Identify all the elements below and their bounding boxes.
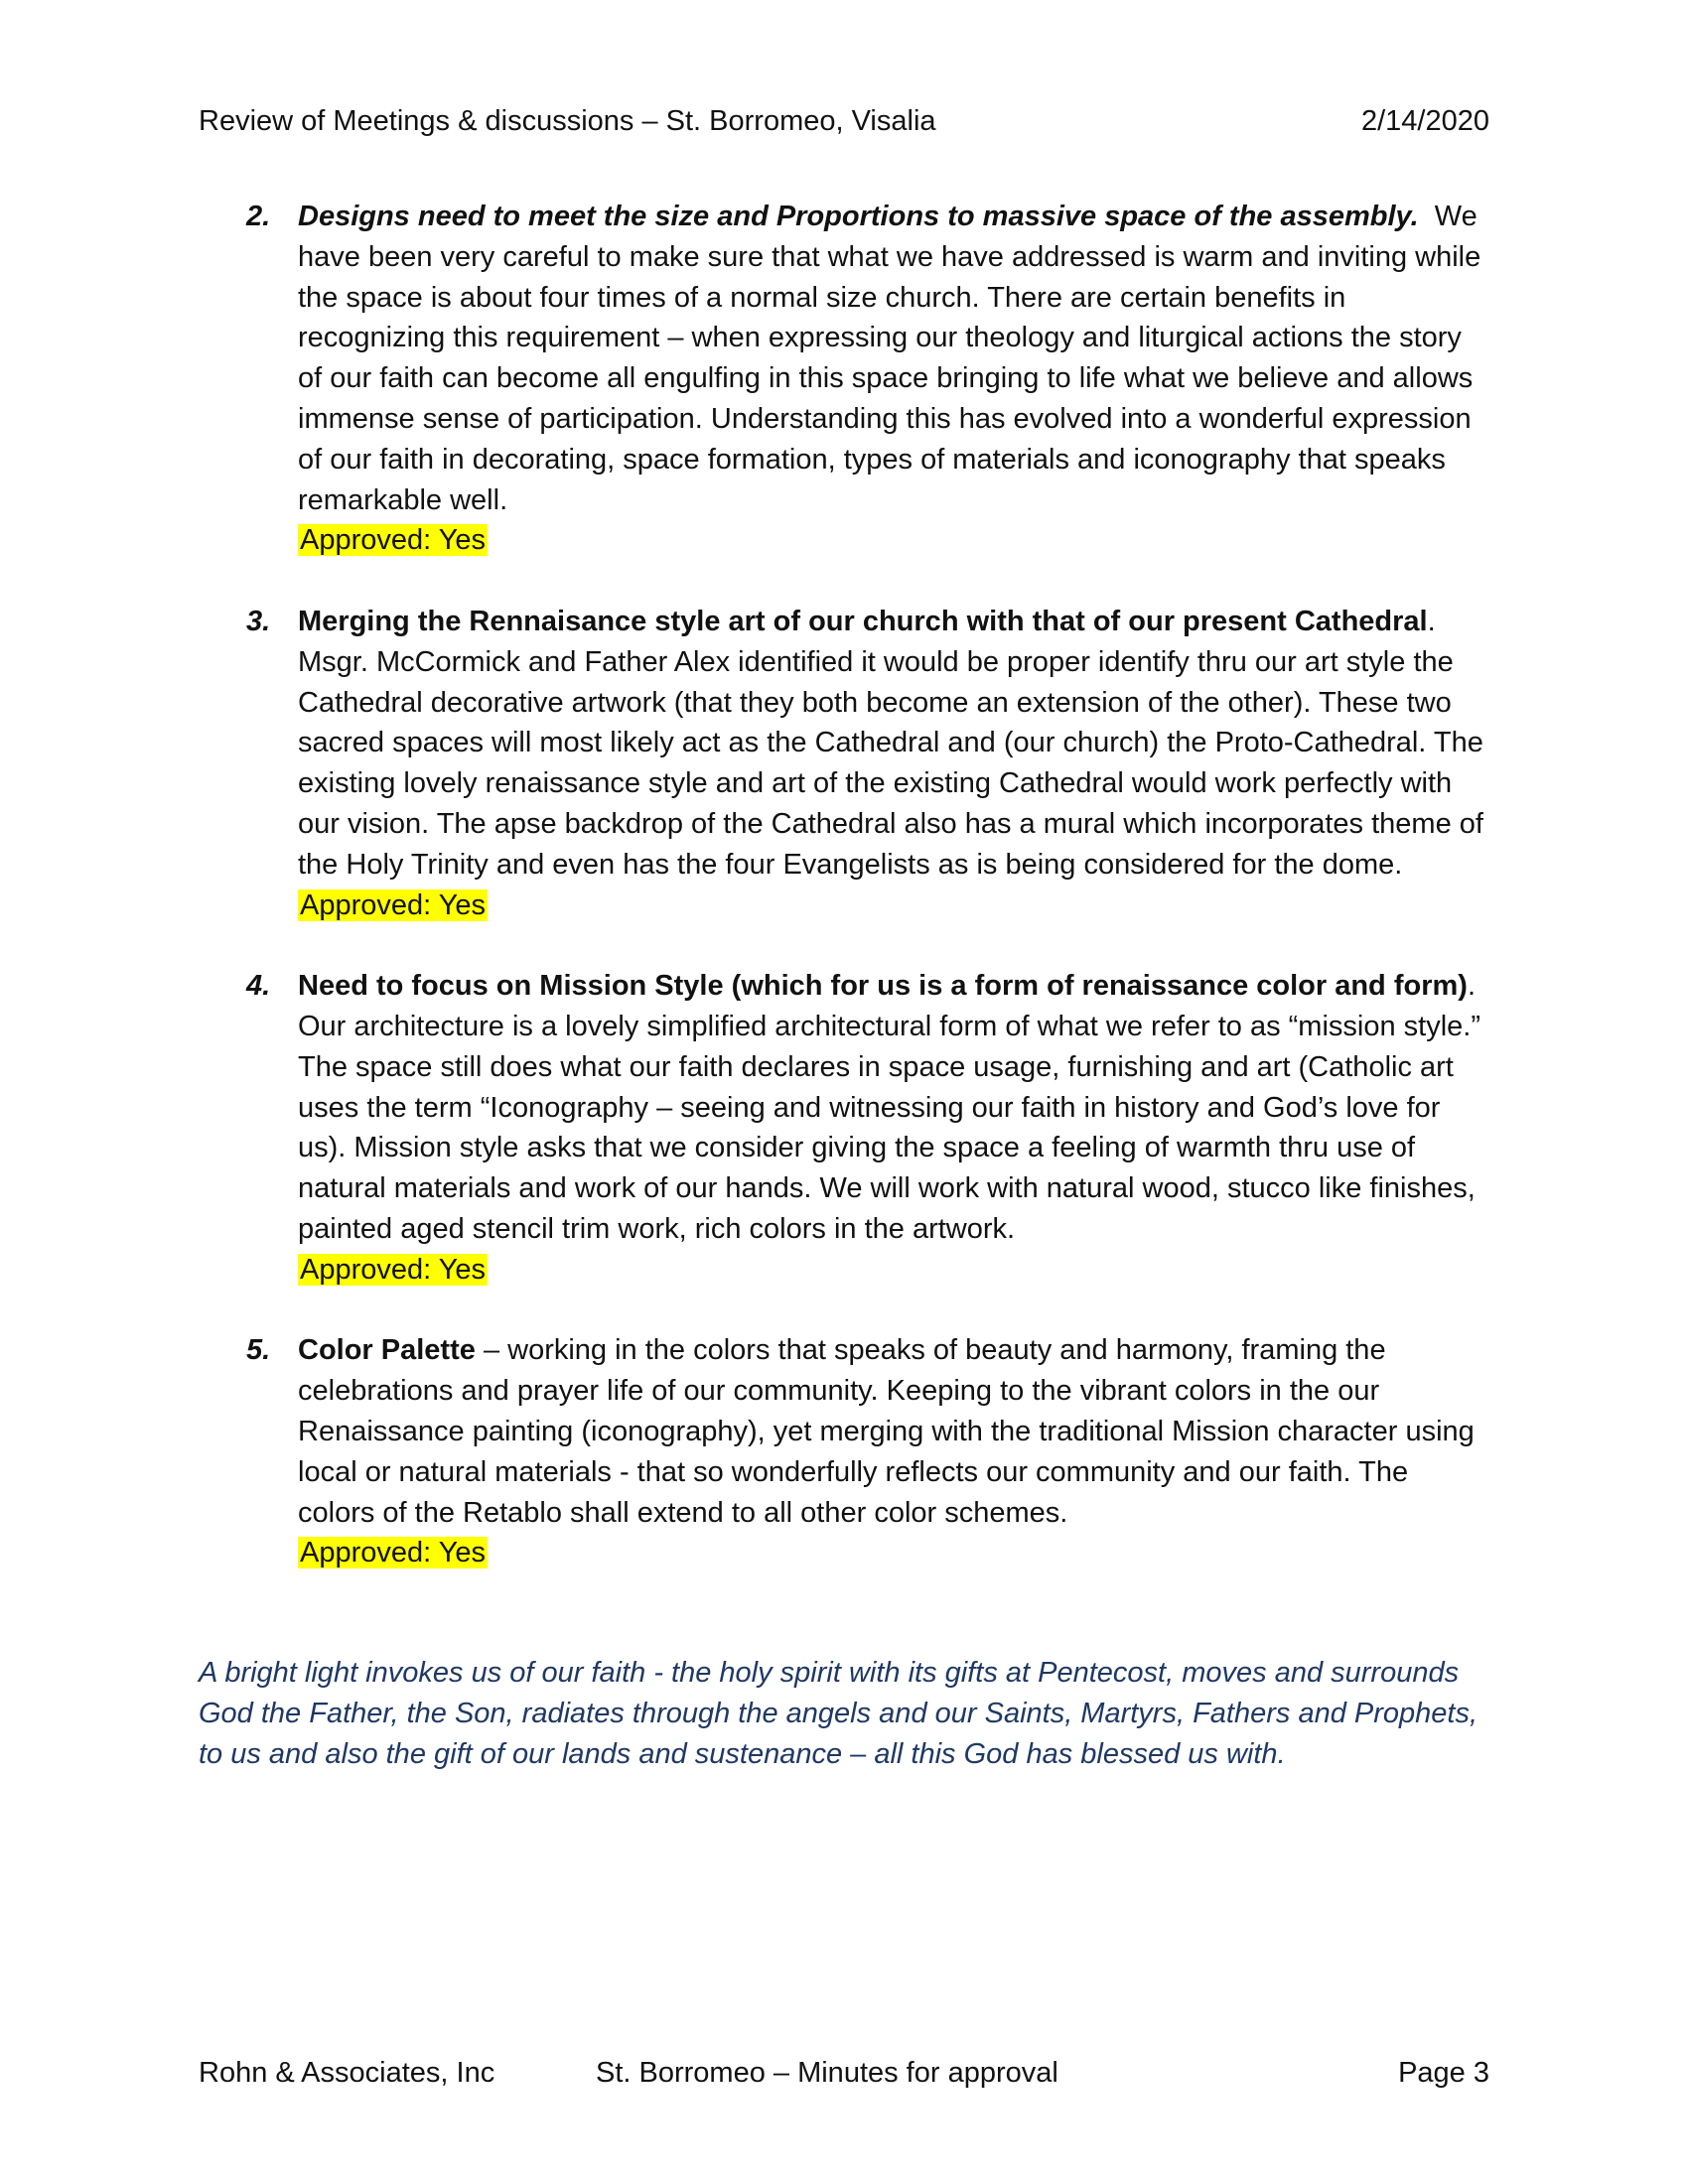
minutes-item-5 (199, 1330, 1489, 1573)
item-body: Msgr. McCormick and Father Alex identified it would be proper identify thru our art style the Cathedral decorative artwork (that they both become an extension of the other). These two sacred spaces will most likely act as the Cathedral and (our church) the Proto-Cathedral. The existing lovely renaissance style and art of the existing Cathedral would work perfectly with our vision. The apse backdrop of the Cathedral also has a mural which incorporates theme of the Holy Trinity and even has the four Evangelists as is being considered for the dome. (298, 645, 1483, 881)
footer-document-title: St. Borromeo – Minutes for approval (596, 2057, 1058, 2089)
minutes-item-2 (199, 197, 1489, 561)
item-title: Color Palette (298, 1334, 476, 1367)
header-date: 2/14/2020 (1360, 105, 1489, 137)
item-title: Merging the Rennaisance style art of our church with that of our present Cathedral (298, 605, 1428, 637)
approval-status: Approved: Yes (300, 1253, 487, 1286)
item-title: Need to focus on Mission Style (which for us is a form of renaissance color and form) (298, 970, 1468, 1003)
page-header (199, 99, 1489, 143)
item-number: 2. (246, 201, 271, 232)
item-number: 5. (246, 1334, 271, 1367)
page-footer (199, 2051, 1489, 2095)
item-title: Designs need to meet the size and Proportions to massive space of the assembly. (298, 201, 1419, 232)
footer-company: Rohn & Associates, Inc (199, 2057, 495, 2089)
minutes-item-3 (199, 602, 1489, 925)
item-number: 4. (246, 970, 271, 1003)
item-body: We have been very careful to make sure that what we have addressed is warm and inviting while the space is about four times of a normal size church. There are certain benefits in recognizing this requirement – when expressing our theology and liturgical actions the story of our faith can become all engulfing in this space bringing to life what we believe and allows immense sense of participation. Understanding this has evolved into a wonderful expression of our faith in decorating, space formation, types of materials and iconography that speaks remarkable well. (298, 201, 1481, 516)
approval-status: Approved: Yes (300, 524, 487, 557)
page-number: Page 3 (1398, 2057, 1489, 2089)
item-number: 3. (246, 605, 271, 637)
item-body: – working in the colors that speaks of beauty and harmony, framing the celebrations and prayer life of our community. Keeping to the vibrant colors in the our Renaissance painting (iconography), yet merging with the traditional Mission character using local or natural materials - that so wonderfully reflects our community and our faith. The colors of the Retablo shall extend to all other color schemes. (298, 1334, 1475, 1529)
closing-statement: A bright light invokes us of our faith - the holy spirit with its gifts at Pentecost, moves and surrounds God the Father, the Son, radiates through the angels and our Saints, Martyrs, Fathers and Prophets, to us and also the gift of our lands and sustenance – all this God has blessed us with. (199, 1657, 1478, 1770)
header-title: Review of Meetings & discussions – St. Borromeo, Visalia (199, 105, 936, 137)
minutes-item-4 (199, 966, 1489, 1290)
minutes-list (199, 197, 1489, 1614)
approval-status: Approved: Yes (300, 1537, 487, 1570)
item-title-suffix: . (1467, 970, 1476, 1003)
approval-status: Approved: Yes (300, 888, 487, 921)
item-title-suffix: . (1427, 605, 1436, 637)
item-body: Our architecture is a lovely simplified architectural form of what we refer to as “mission style.” The space still does what our faith declares in space usage, furnishing and art (Catholic art uses the term “Iconography – seeing and witnessing our faith in history and God’s love for us). Mission style asks that we consider giving the space a feeling of warmth thru use of natural materials and work of our hands. We will work with natural wood, stucco like finishes, painted aged stencil trim work, rich colors in the artwork. (298, 1010, 1481, 1245)
